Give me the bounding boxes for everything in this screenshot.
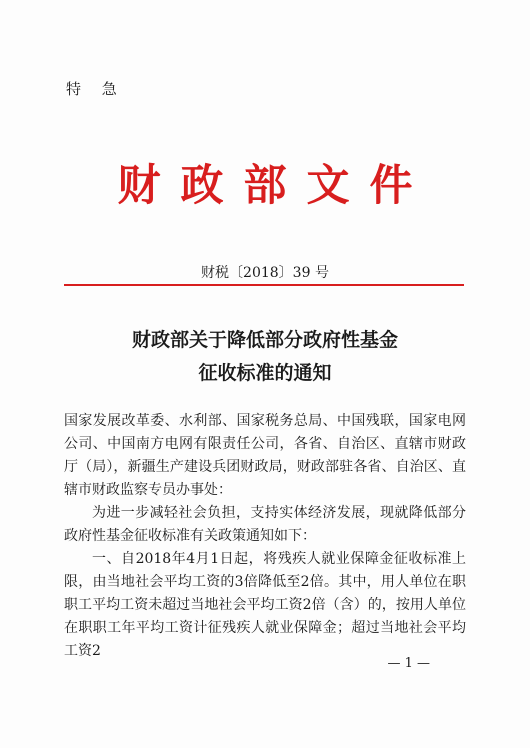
page-number: — 1 — — [387, 656, 430, 671]
title-line-2: 征收标准的通知 — [198, 362, 332, 384]
document-body — [64, 410, 466, 663]
title-line-1: 财政部关于降低部分政府性基金 — [131, 329, 398, 351]
document-title — [0, 324, 530, 390]
red-divider-line — [64, 284, 464, 286]
intro-paragraph: 为进一步减轻社会负担，支持实体经济发展，现就降低部分政府性基金征收标准有关政策通知如下： — [64, 505, 466, 544]
recipients-paragraph: 国家发展改革委、水利部、国家税务总局、中国残联，国家电网公司、中国南方电网有限责任公司，各省、自治区、直辖市财政厅（局），新疆生产建设兵团财政局，财政部驻各省、自治区、直辖市财政监察专员办事处： — [64, 413, 466, 498]
urgency-label: 特 急 — [66, 80, 125, 98]
item-1-paragraph: 一、自2018年4月1日起，将残疾人就业保障金征收标准上限，由当地社会平均工资的3倍降低至2倍。其中，用人单位在职职工平均工资未超过当地社会平均工资2倍（含）的，按用人单位在职职工年平均工资计征残疾人就业保障金；超过当地社会平均工资2 — [64, 551, 466, 659]
document-masthead: 财政部文件 — [117, 161, 433, 211]
document-number: 财税〔2018〕39 号 — [201, 265, 329, 281]
